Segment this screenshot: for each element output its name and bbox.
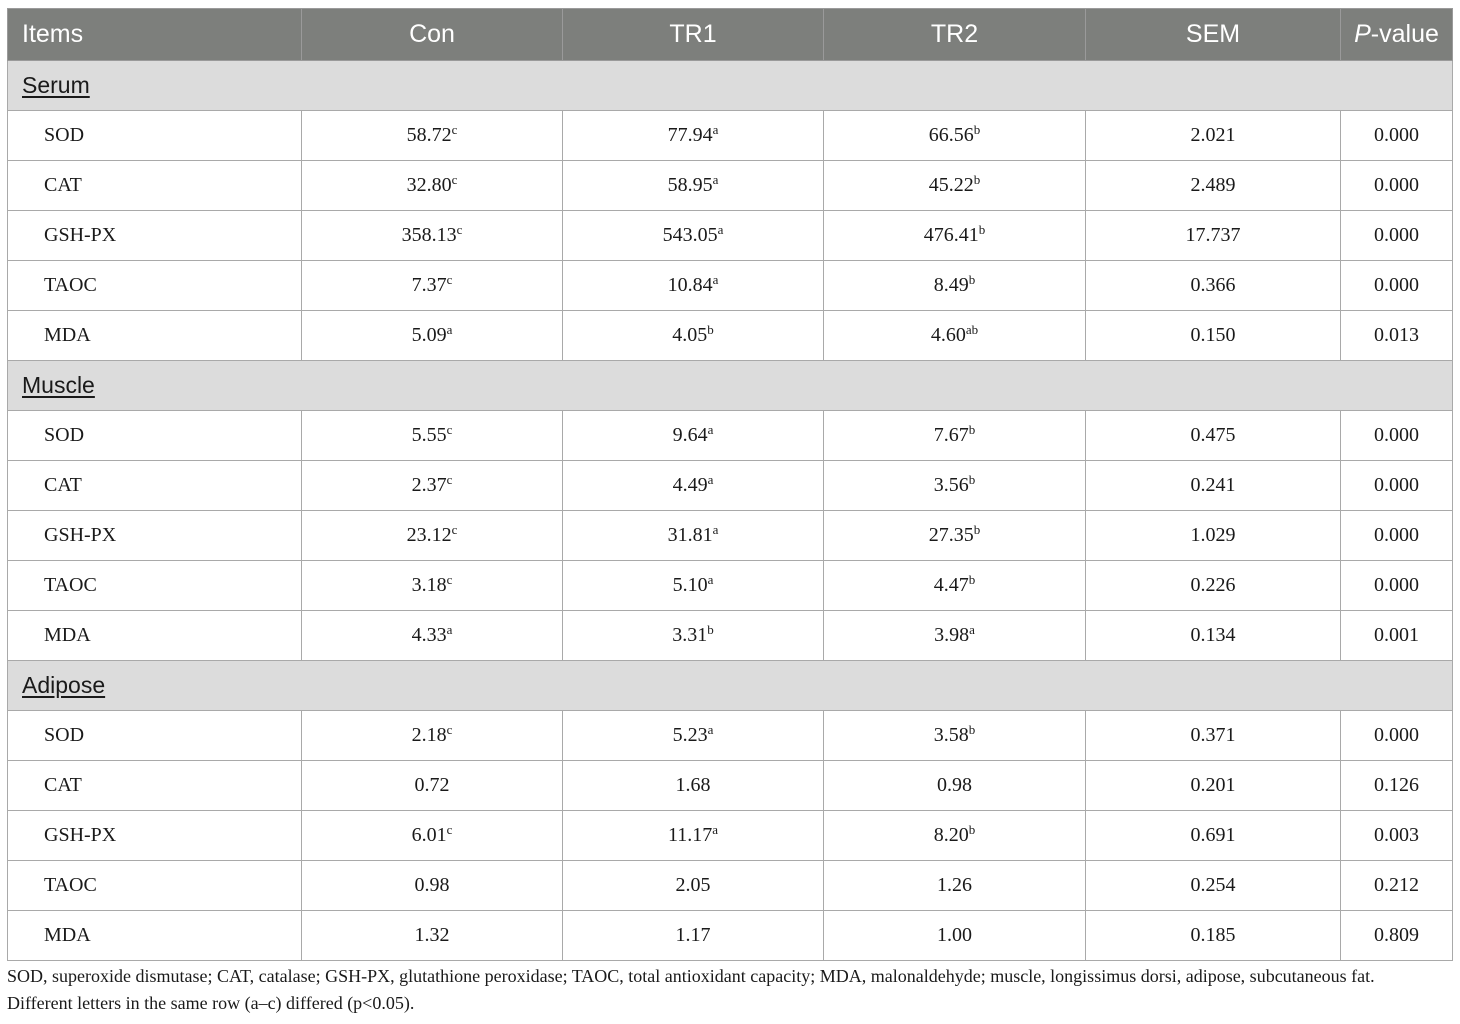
cell-con-value: 23.12 xyxy=(406,524,452,546)
header-tr2: TR2 xyxy=(824,9,1086,61)
cell-p-value-value: 0.212 xyxy=(1374,874,1419,896)
cell-tr1-significance-letter: a xyxy=(712,172,719,187)
cell-item xyxy=(8,911,302,961)
cell-tr1 xyxy=(563,261,824,311)
header-tr1: TR1 xyxy=(563,9,824,61)
cell-p-value xyxy=(1341,761,1453,811)
table-row xyxy=(8,911,1453,961)
cell-tr1-value: 77.94 xyxy=(667,124,713,146)
cell-tr1-significance-letter: b xyxy=(707,622,714,637)
cell-item xyxy=(8,511,302,561)
cell-p-value xyxy=(1341,861,1453,911)
cell-tr2 xyxy=(824,611,1086,661)
table-row xyxy=(8,611,1453,661)
cell-con-value: 58.72 xyxy=(406,124,452,146)
cell-tr2 xyxy=(824,811,1086,861)
cell-con-value: 2.18 xyxy=(411,724,447,746)
table-row xyxy=(8,211,1453,261)
cell-sem-value: 0.366 xyxy=(1190,274,1236,296)
cell-item-value: MDA xyxy=(44,324,91,346)
cell-sem-value: 0.201 xyxy=(1190,774,1236,796)
cell-con xyxy=(302,861,563,911)
cell-p-value-value: 0.809 xyxy=(1374,924,1419,946)
cell-p-value xyxy=(1341,461,1453,511)
cell-con-value: 3.18 xyxy=(411,574,447,596)
cell-tr1-value: 4.05 xyxy=(672,324,708,346)
cell-con-significance-letter: a xyxy=(446,622,453,637)
cell-p-value xyxy=(1341,311,1453,361)
cell-tr1-significance-letter: a xyxy=(712,822,719,837)
cell-sem xyxy=(1086,261,1341,311)
cell-item-value: TAOC xyxy=(44,274,97,296)
cell-sem-value: 1.029 xyxy=(1190,524,1236,546)
cell-con-value: 0.72 xyxy=(414,774,450,796)
section-row xyxy=(8,661,1453,711)
cell-con xyxy=(302,811,563,861)
cell-sem xyxy=(1086,211,1341,261)
cell-tr2-significance-letter: b xyxy=(968,472,976,487)
table-footnote xyxy=(7,963,1457,1017)
cell-tr2 xyxy=(824,461,1086,511)
cell-p-value xyxy=(1341,211,1453,261)
cell-tr1 xyxy=(563,311,824,361)
cell-tr1 xyxy=(563,711,824,761)
cell-tr1 xyxy=(563,461,824,511)
cell-con-value: 7.37 xyxy=(411,274,447,296)
cell-tr2-value: 4.47 xyxy=(933,574,969,596)
cell-tr1-significance-letter: a xyxy=(707,422,714,437)
cell-tr2 xyxy=(824,911,1086,961)
cell-tr1-significance-letter: a xyxy=(712,272,719,287)
cell-item-value: CAT xyxy=(44,174,82,196)
cell-item xyxy=(8,211,302,261)
cell-sem xyxy=(1086,561,1341,611)
cell-item xyxy=(8,311,302,361)
cell-con-significance-letter: c xyxy=(446,422,453,437)
cell-sem xyxy=(1086,111,1341,161)
cell-sem xyxy=(1086,811,1341,861)
header-p-value xyxy=(1341,9,1453,61)
footnote-line-1: SOD, superoxide dismutase; CAT, catalase; GSH-PX, glutathione peroxidase; TAOC, total antioxidant capacity; MDA, malonaldehyde; muscle, longissimus dorsi, adipose, subcutaneous fat. xyxy=(7,966,1375,986)
section-row xyxy=(8,61,1453,111)
cell-item xyxy=(8,711,302,761)
cell-item xyxy=(8,461,302,511)
cell-sem-value: 0.226 xyxy=(1190,574,1236,596)
cell-tr1 xyxy=(563,111,824,161)
cell-tr1 xyxy=(563,811,824,861)
table-row xyxy=(8,261,1453,311)
cell-sem xyxy=(1086,161,1341,211)
cell-p-value-value: 0.000 xyxy=(1374,474,1419,496)
cell-tr2 xyxy=(824,261,1086,311)
cell-item-value: SOD xyxy=(44,124,85,146)
table-header-row xyxy=(8,9,1453,61)
cell-p-value xyxy=(1341,811,1453,861)
cell-tr2-significance-letter: b xyxy=(973,522,981,537)
cell-tr2 xyxy=(824,161,1086,211)
cell-p-value xyxy=(1341,261,1453,311)
cell-con xyxy=(302,611,563,661)
cell-sem-value: 0.185 xyxy=(1190,924,1236,946)
cell-item-value: SOD xyxy=(44,724,85,746)
cell-tr1 xyxy=(563,611,824,661)
table-row xyxy=(8,711,1453,761)
cell-tr1 xyxy=(563,511,824,561)
cell-p-value-value: 0.000 xyxy=(1374,124,1419,146)
cell-item-value: GSH-PX xyxy=(44,224,117,246)
cell-tr2-significance-letter: b xyxy=(968,272,976,287)
cell-tr2 xyxy=(824,861,1086,911)
cell-p-value-value: 0.126 xyxy=(1374,774,1419,796)
cell-tr2-significance-letter: b xyxy=(968,822,976,837)
header-p-rest: -value xyxy=(1370,20,1439,48)
cell-tr1-value: 31.81 xyxy=(667,524,713,546)
table-row xyxy=(8,811,1453,861)
cell-tr1-value: 1.68 xyxy=(675,774,711,796)
cell-p-value-value: 0.000 xyxy=(1374,174,1419,196)
cell-con xyxy=(302,311,563,361)
cell-sem xyxy=(1086,911,1341,961)
cell-sem xyxy=(1086,711,1341,761)
cell-con xyxy=(302,461,563,511)
cell-tr2-value: 45.22 xyxy=(928,174,974,196)
cell-tr1-value: 10.84 xyxy=(667,274,713,296)
cell-p-value xyxy=(1341,561,1453,611)
cell-item-value: CAT xyxy=(44,774,82,796)
cell-tr2-value: 8.49 xyxy=(933,274,969,296)
footnote-line-2: Different letters in the same row (a–c) differed (p<0.05). xyxy=(7,993,415,1013)
cell-tr2-value: 3.56 xyxy=(933,474,969,496)
cell-con xyxy=(302,561,563,611)
cell-sem xyxy=(1086,511,1341,561)
cell-sem-value: 2.021 xyxy=(1190,124,1236,146)
cell-con-value: 5.55 xyxy=(411,424,447,446)
cell-con xyxy=(302,211,563,261)
cell-sem xyxy=(1086,761,1341,811)
cell-tr1 xyxy=(563,411,824,461)
cell-tr1-value: 5.10 xyxy=(672,574,708,596)
cell-tr2-significance-letter: b xyxy=(968,422,976,437)
header-p-italic: P xyxy=(1354,20,1371,48)
table-row xyxy=(8,761,1453,811)
table-row xyxy=(8,511,1453,561)
cell-tr2-significance-letter: b xyxy=(973,122,981,137)
cell-tr1 xyxy=(563,761,824,811)
cell-p-value-value: 0.013 xyxy=(1374,324,1419,346)
cell-p-value-value: 0.000 xyxy=(1374,724,1419,746)
cell-item-value: MDA xyxy=(44,624,91,646)
cell-sem-value: 2.489 xyxy=(1190,174,1236,196)
header-sem: SEM xyxy=(1086,9,1341,61)
cell-con-significance-letter: c xyxy=(451,522,458,537)
cell-item xyxy=(8,861,302,911)
cell-tr2-significance-letter: ab xyxy=(965,322,979,337)
table-row xyxy=(8,111,1453,161)
table-body xyxy=(8,61,1453,961)
cell-item xyxy=(8,411,302,461)
cell-tr2-value: 7.67 xyxy=(933,424,969,446)
table-row xyxy=(8,861,1453,911)
cell-con-value: 5.09 xyxy=(411,324,447,346)
cell-item-value: TAOC xyxy=(44,874,97,896)
cell-tr2-value: 0.98 xyxy=(937,774,972,796)
cell-con-value: 2.37 xyxy=(411,474,447,496)
cell-con xyxy=(302,411,563,461)
cell-p-value xyxy=(1341,161,1453,211)
cell-p-value-value: 0.003 xyxy=(1374,824,1419,846)
cell-item xyxy=(8,761,302,811)
section-row xyxy=(8,361,1453,411)
cell-tr2 xyxy=(824,111,1086,161)
cell-tr2-value: 3.98 xyxy=(934,624,970,646)
cell-item xyxy=(8,111,302,161)
cell-item-value: CAT xyxy=(44,474,82,496)
cell-p-value-value: 0.001 xyxy=(1374,624,1419,646)
header-items: Items xyxy=(8,9,302,61)
cell-tr1-significance-letter: b xyxy=(707,322,714,337)
cell-tr2-value: 476.41 xyxy=(923,224,979,246)
cell-tr2-significance-letter: b xyxy=(978,222,986,237)
cell-p-value-value: 0.000 xyxy=(1374,224,1419,246)
cell-con-value: 4.33 xyxy=(411,624,447,646)
cell-con-significance-letter: c xyxy=(446,472,453,487)
cell-con xyxy=(302,111,563,161)
cell-item xyxy=(8,811,302,861)
cell-tr2 xyxy=(824,761,1086,811)
cell-con-significance-letter: c xyxy=(456,222,463,237)
table-row xyxy=(8,411,1453,461)
cell-tr1-value: 5.23 xyxy=(672,724,708,746)
cell-p-value-value: 0.000 xyxy=(1374,524,1419,546)
cell-tr1 xyxy=(563,561,824,611)
cell-tr1-value: 58.95 xyxy=(667,174,713,196)
header-con: Con xyxy=(302,9,563,61)
cell-tr1-value: 9.64 xyxy=(672,424,708,446)
cell-tr2 xyxy=(824,561,1086,611)
cell-sem xyxy=(1086,411,1341,461)
cell-tr1 xyxy=(563,911,824,961)
cell-tr1-significance-letter: a xyxy=(707,722,714,737)
cell-tr2 xyxy=(824,711,1086,761)
cell-con-significance-letter: c xyxy=(451,122,458,137)
cell-tr1-value: 11.17 xyxy=(667,824,713,846)
table-row xyxy=(8,561,1453,611)
cell-tr2-value: 27.35 xyxy=(928,524,974,546)
cell-tr1-significance-letter: a xyxy=(707,472,714,487)
cell-tr1-value: 543.05 xyxy=(662,224,718,246)
cell-tr2-significance-letter: b xyxy=(968,572,976,587)
cell-tr2-value: 8.20 xyxy=(933,824,969,846)
cell-con xyxy=(302,161,563,211)
cell-con-significance-letter: a xyxy=(446,322,453,337)
cell-sem xyxy=(1086,611,1341,661)
cell-p-value xyxy=(1341,911,1453,961)
section-label: Adipose xyxy=(8,661,1453,711)
cell-p-value xyxy=(1341,711,1453,761)
cell-sem-value: 0.134 xyxy=(1190,624,1236,646)
cell-item-value: TAOC xyxy=(44,574,97,596)
cell-con-significance-letter: c xyxy=(446,572,453,587)
cell-sem-value: 0.371 xyxy=(1190,724,1236,746)
cell-tr2 xyxy=(824,311,1086,361)
cell-item xyxy=(8,561,302,611)
cell-tr2 xyxy=(824,511,1086,561)
cell-con-significance-letter: c xyxy=(446,272,453,287)
cell-tr1 xyxy=(563,161,824,211)
cell-con-value: 6.01 xyxy=(411,824,447,846)
cell-sem-value: 0.691 xyxy=(1190,824,1236,846)
cell-con-value: 0.98 xyxy=(414,874,450,896)
cell-p-value xyxy=(1341,411,1453,461)
cell-tr2-value: 4.60 xyxy=(930,324,966,346)
cell-tr2-value: 66.56 xyxy=(928,124,974,146)
cell-item xyxy=(8,261,302,311)
cell-tr2-value: 3.58 xyxy=(933,724,969,746)
cell-sem-value: 17.737 xyxy=(1185,224,1241,246)
cell-con xyxy=(302,711,563,761)
cell-sem xyxy=(1086,461,1341,511)
cell-tr1 xyxy=(563,861,824,911)
cell-tr1-significance-letter: a xyxy=(712,122,719,137)
cell-item-value: GSH-PX xyxy=(44,524,117,546)
cell-sem-value: 0.241 xyxy=(1190,474,1236,496)
cell-con xyxy=(302,911,563,961)
cell-sem-value: 0.150 xyxy=(1190,324,1236,346)
cell-con-value: 358.13 xyxy=(401,224,457,246)
cell-con-significance-letter: c xyxy=(446,722,453,737)
cell-p-value-value: 0.000 xyxy=(1374,424,1419,446)
cell-tr2-significance-letter: a xyxy=(969,622,975,637)
cell-tr1-value: 2.05 xyxy=(675,874,711,896)
cell-tr1-value: 1.17 xyxy=(675,924,711,946)
cell-tr1-value: 3.31 xyxy=(672,624,708,646)
section-label: Muscle xyxy=(8,361,1453,411)
cell-tr1-significance-letter: a xyxy=(717,222,724,237)
cell-item-value: MDA xyxy=(44,924,91,946)
cell-p-value xyxy=(1341,511,1453,561)
cell-tr1 xyxy=(563,211,824,261)
cell-tr1-significance-letter: a xyxy=(707,572,714,587)
cell-con-significance-letter: c xyxy=(451,172,458,187)
cell-con xyxy=(302,761,563,811)
cell-con xyxy=(302,261,563,311)
cell-p-value xyxy=(1341,611,1453,661)
cell-item-value: SOD xyxy=(44,424,85,446)
cell-sem xyxy=(1086,861,1341,911)
cell-tr2 xyxy=(824,411,1086,461)
table-row xyxy=(8,461,1453,511)
cell-tr2-significance-letter: b xyxy=(968,722,976,737)
cell-tr1-value: 4.49 xyxy=(672,474,708,496)
cell-tr2 xyxy=(824,211,1086,261)
cell-tr2-significance-letter: b xyxy=(973,172,981,187)
cell-tr2-value: 1.00 xyxy=(937,924,972,946)
section-label: Serum xyxy=(8,61,1453,111)
cell-p-value-value: 0.000 xyxy=(1374,274,1419,296)
antioxidant-table xyxy=(7,8,1453,961)
cell-sem xyxy=(1086,311,1341,361)
cell-tr1-significance-letter: a xyxy=(712,522,719,537)
cell-item xyxy=(8,611,302,661)
cell-item-value: GSH-PX xyxy=(44,824,117,846)
table-row xyxy=(8,161,1453,211)
cell-con-value: 1.32 xyxy=(414,924,450,946)
cell-con-value: 32.80 xyxy=(406,174,452,196)
cell-item xyxy=(8,161,302,211)
cell-sem-value: 0.475 xyxy=(1190,424,1236,446)
cell-con xyxy=(302,511,563,561)
cell-p-value xyxy=(1341,111,1453,161)
cell-tr2-value: 1.26 xyxy=(937,874,972,896)
cell-sem-value: 0.254 xyxy=(1190,874,1236,896)
cell-p-value-value: 0.000 xyxy=(1374,574,1419,596)
table-row xyxy=(8,311,1453,361)
cell-con-significance-letter: c xyxy=(446,822,453,837)
